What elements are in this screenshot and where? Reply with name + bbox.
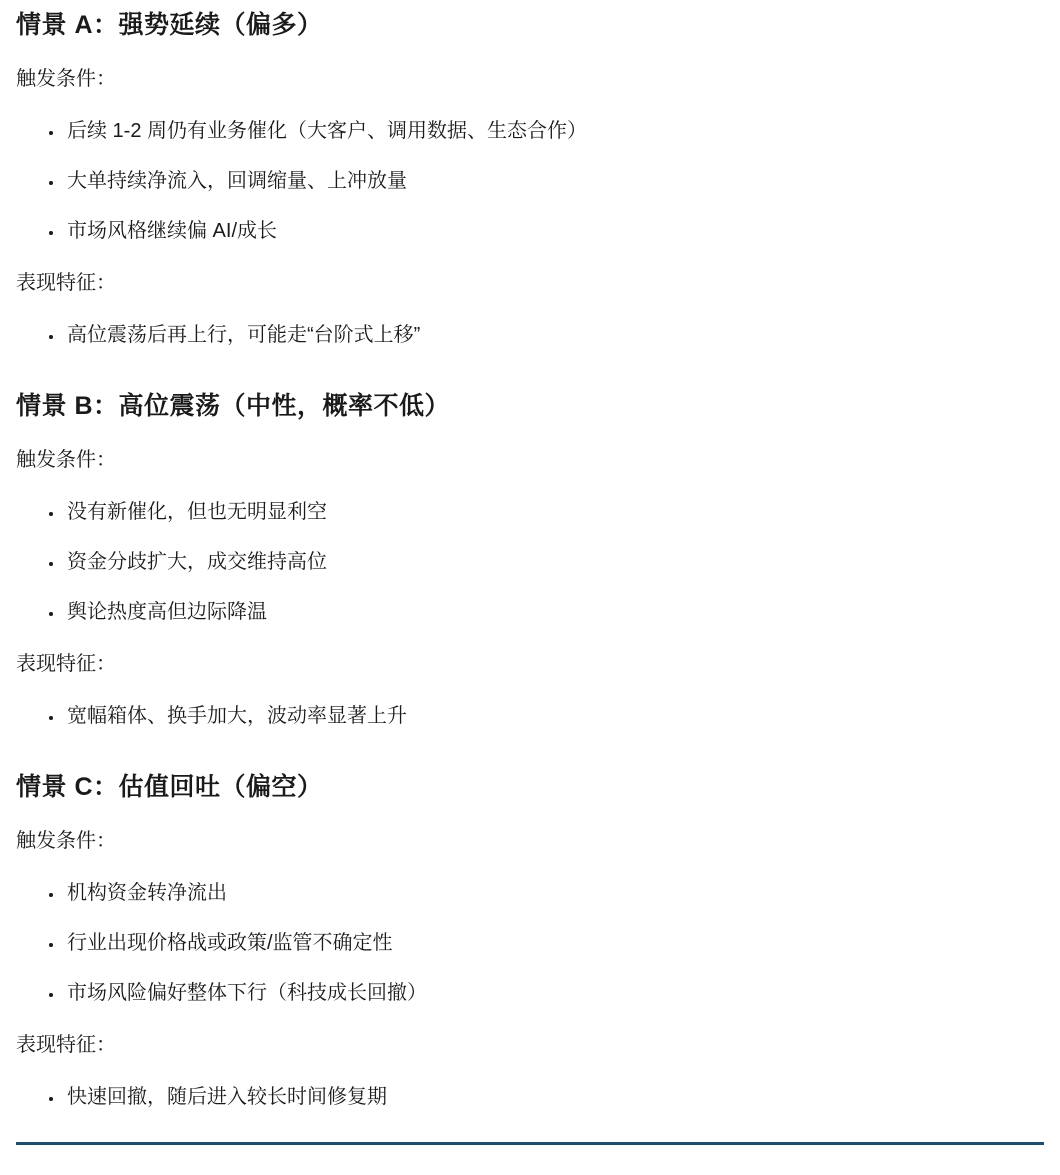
document-body <box>0 9 1060 1155</box>
bullet-item: • 舆论热度高但边际降温 <box>64 597 1044 627</box>
trigger-conditions-list <box>16 116 1044 246</box>
section-b-heading: 情景 B：高位震荡（中性，概率不低） <box>16 392 451 420</box>
bullet-item: • 后续 1-2 周仍有业务催化（大客户、调用数据、生态合作） <box>64 116 1044 146</box>
bullet-item: • 市场风险偏好整体下行（科技成长回撤） <box>64 978 1044 1008</box>
performance-features-label: 表现特征： <box>16 653 116 675</box>
performance-features-list <box>16 701 1044 731</box>
bullet-item: • 宽幅箱体、换手加大，波动率显著上升 <box>64 701 1044 731</box>
performance-features-label: 表现特征： <box>16 272 116 294</box>
section-divider <box>16 1142 1044 1145</box>
bullet-item: • 市场风格继续偏 AI/成长 <box>64 216 1044 246</box>
performance-features-list <box>16 320 1044 350</box>
trigger-conditions-label: 触发条件： <box>16 68 116 90</box>
trigger-conditions-list <box>16 878 1044 1008</box>
trigger-conditions-list <box>16 497 1044 627</box>
bullet-item: • 机构资金转净流出 <box>64 878 1044 908</box>
section-scenario-b <box>16 390 1044 731</box>
section-a-heading: 情景 A：强势延续（偏多） <box>16 11 323 39</box>
bullet-item: • 大单持续净流入，回调缩量、上冲放量 <box>64 166 1044 196</box>
trigger-conditions-label: 触发条件： <box>16 830 116 852</box>
section-c-heading: 情景 C：估值回吐（偏空） <box>16 773 323 801</box>
bullet-item: • 高位震荡后再上行，可能走“台阶式上移” <box>64 320 1044 350</box>
bullet-item: • 没有新催化，但也无明显利空 <box>64 497 1044 527</box>
bullet-item: • 快速回撤，随后进入较长时间修复期 <box>64 1082 1044 1112</box>
performance-features-label: 表现特征： <box>16 1034 116 1056</box>
bullet-item: • 行业出现价格战或政策/监管不确定性 <box>64 928 1044 958</box>
trigger-conditions-label: 触发条件： <box>16 449 116 471</box>
bullet-item: • 资金分歧扩大，成交维持高位 <box>64 547 1044 577</box>
section-scenario-c <box>16 771 1044 1112</box>
section-scenario-a <box>16 9 1044 350</box>
performance-features-list <box>16 1082 1044 1112</box>
